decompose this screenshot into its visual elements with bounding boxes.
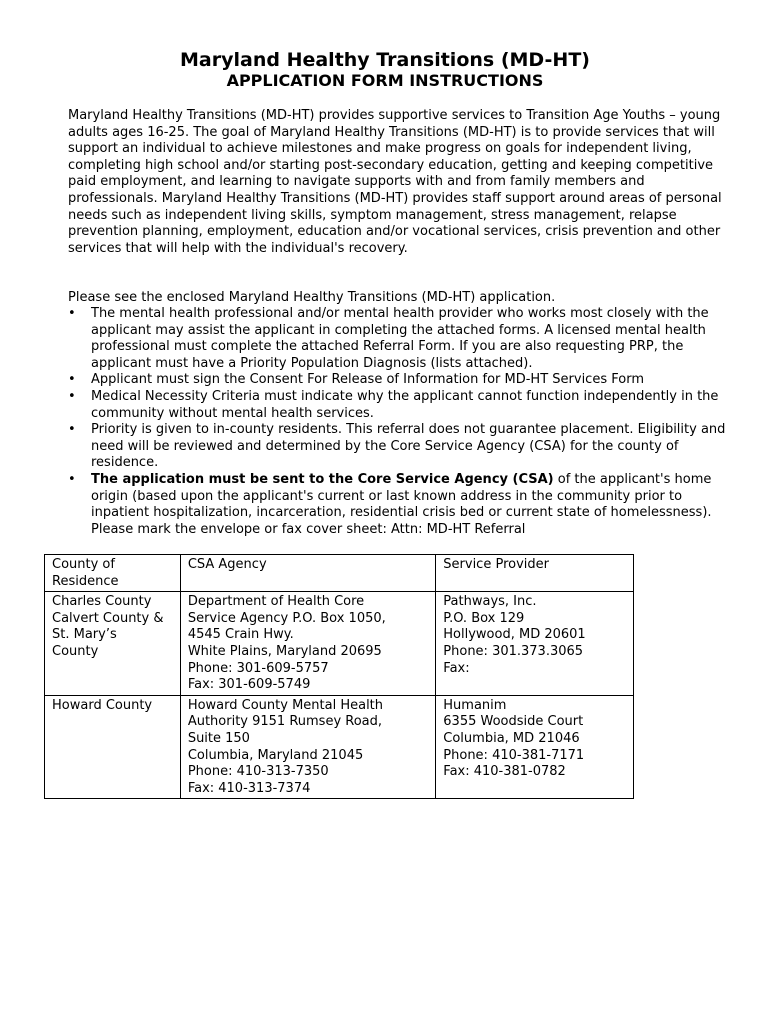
cell-line: Hollywood, MD 20601 [443,627,586,643]
cell-line: Phone: 301-609-5757 [187,660,329,676]
table-row [45,592,634,696]
table-header-row [45,555,634,592]
cell-line: Calvert County & [52,610,164,626]
cell-line: Columbia, MD 21046 [443,730,580,746]
bullet-icon: • [68,471,76,487]
list-item-emphasis: The application must be sent to the Core Service Agency (CSA) [91,471,554,487]
cell-line: Pathways, Inc. [443,594,537,610]
list-item-text: Priority is given to in-county residents. This referral does not guarantee placement. Eligibility and need will be reviewed and determined by the Core Service Agency (CSA) for the county of residence. [91,422,726,471]
cell-line: Fax: 410-313-7374 [187,780,311,796]
cell-line: Columbia, Maryland 21045 [187,747,364,763]
cell-line: Howard County [52,697,153,713]
cell-line: 6355 Woodside Court [443,714,584,730]
list-item [68,372,728,389]
cell-line: P.O. Box 129 [443,610,525,626]
list-item [68,472,728,538]
bullet-icon: • [68,422,76,438]
cell-line: Fax: 301-609-5749 [187,677,311,693]
cell-line: Fax: 410-381-0782 [443,764,566,780]
cell-line: Howard County Mental Health [187,697,384,713]
bullet-icon: • [68,388,76,404]
cell-line: Humanim [443,697,507,713]
county-cell [45,592,181,696]
cell-line: Phone: 410-381-7171 [443,747,585,763]
header-county: County of Residence [45,555,181,592]
header-service-provider: Service Provider [436,555,634,592]
list-item-text: Medical Necessity Criteria must indicate why the applicant cannot function independently in the community without mental health services. [91,388,719,421]
instructions-list [68,306,728,538]
list-item [68,306,728,372]
cell-line: Phone: 410-313-7350 [187,764,329,780]
list-item-text: Applicant must sign the Consent For Release of Information for MD-HT Services Form [91,372,644,388]
cell-line: Charles County [52,594,152,610]
table-row [45,695,634,799]
list-item-text [91,472,728,538]
bullet-icon: • [68,306,76,321]
intro-paragraph: Maryland Healthy Transitions (MD-HT) provides supportive services to Transition Age Youths – young adults ages 16-25. The goal of Maryland Healthy Transitions (MD-HT) is to provide services that will support an individual to achieve milestones and make progress on goals for independent living, completing high school and/or starting post-secondary education, getting and keeping competitive paid employment, and learning to navigate supports with and from family members and professionals. Maryland Healthy Transitions (MD-HT) provides staff support around areas of personal needs such as independent living skills, symptom management, stress management, relapse prevention planning, employment, education and/or vocational services, crisis prevention and other services that will help with the individual's recovery. [68,108,722,256]
cell-line: White Plains, Maryland 20695 [187,643,382,659]
cell-line: Department of Health Core [187,594,365,610]
enclosed-application-note: Please see the enclosed Maryland Healthy Transitions (MD-HT) application. [68,290,556,305]
list-item-rest: of the applicant's home origin (based upon the applicant's current or last known address in the community prior to inpatient hospitalization, incarceration, residential crisis bed or current state of homelessness). Please mark the envelope or fax cover sheet: Attn: MD-HT Referral [91,471,712,537]
csa-cell [180,695,435,799]
bullet-icon: • [68,372,76,388]
cell-line: Fax: [443,660,470,676]
provider-cell [436,695,634,799]
cell-line: St. Mary’s [52,627,117,643]
cell-line: Phone: 301.373.3065 [443,643,584,659]
cell-line: Suite 150 [187,730,250,746]
csa-contact-table [44,554,634,799]
county-cell [45,695,181,799]
provider-cell [436,592,634,696]
list-item-text: The mental health professional and/or mental health provider who works most closely with the applicant may assist the applicant in completing the attached forms. A licensed mental health professional must complete the attached Referral Form. If you are also requesting PRP, the applicant must have a Priority Population Diagnosis (lists attached). [91,306,709,371]
csa-cell [180,592,435,696]
list-item [68,422,728,472]
cell-line: 4545 Crain Hwy. [187,627,294,643]
list-item [68,389,728,422]
page-title: Maryland Healthy Transitions (MD-HT) [180,49,590,71]
header-csa-agency: CSA Agency [180,555,435,592]
cell-line: County [52,643,99,659]
cell-line: Authority 9151 Rumsey Road, [187,714,383,730]
cell-line: Service Agency P.O. Box 1050, [187,610,386,626]
page-subtitle: APPLICATION FORM INSTRUCTIONS [226,71,544,90]
